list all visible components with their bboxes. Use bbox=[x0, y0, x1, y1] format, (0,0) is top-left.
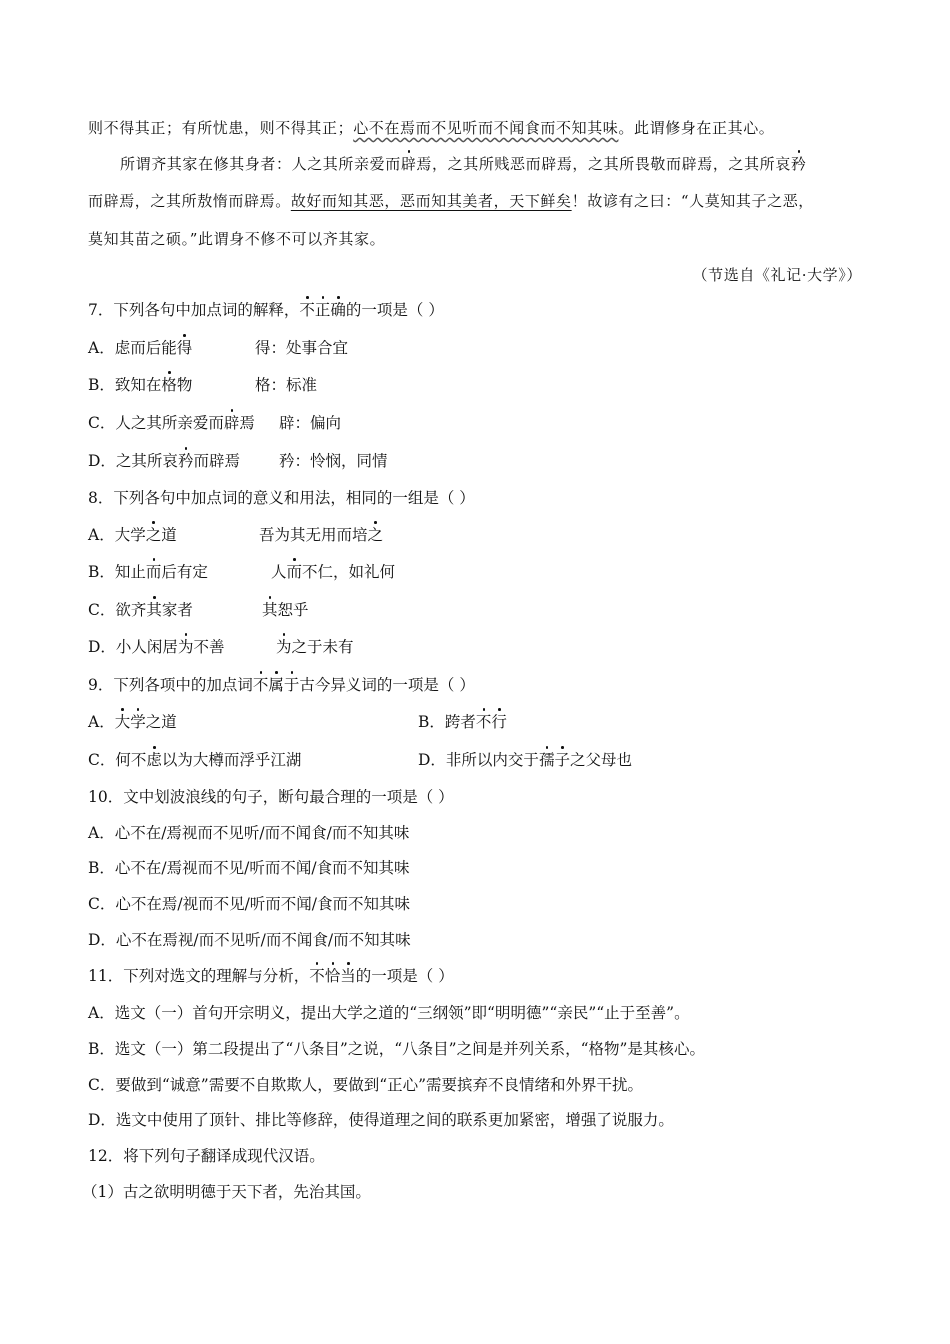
dotted-char: 大 bbox=[114, 713, 131, 731]
passage-source: （节选自《礼记·大学》） bbox=[692, 266, 862, 284]
q8-option-d-left: D．小人闲居为不善 bbox=[88, 638, 225, 656]
q9-option-b: B．跨者不行 bbox=[418, 713, 507, 731]
dotted-char: 不 bbox=[475, 713, 492, 731]
q9-option-c: C．何不虑以为大樽而浮乎江湖 bbox=[88, 751, 302, 769]
q9-stem: 9．下列各项中的加点词不属于古今异义词的一项是（ ） bbox=[88, 676, 475, 694]
dotted-char: 正 bbox=[314, 301, 331, 319]
q10-stem: 10．文中划波浪线的句子，断句最合理的一项是（ ） bbox=[88, 788, 454, 806]
q8-stem: 8．下列各句中加点词的意义和用法，相同的一组是（ ） bbox=[88, 489, 475, 507]
dotted-char: 其 bbox=[262, 601, 278, 619]
q10-option-d: D．心不在焉视/而不见听/而不闻食/而不知其味 bbox=[88, 931, 411, 949]
dotted-char: 不 bbox=[309, 967, 325, 985]
q7-option-b-explanation: 格：标准 bbox=[255, 376, 318, 394]
dotted-char: 为 bbox=[276, 638, 292, 656]
dotted-char: 当 bbox=[340, 967, 356, 985]
passage-line-4: 莫知其苗之硕。”此谓身不修不可以齐其家。 bbox=[88, 230, 386, 248]
dotted-char: 子 bbox=[554, 751, 570, 769]
q9-option-d: D．非所以内交于孺子之父母也 bbox=[418, 751, 632, 769]
dotted-char: 恰 bbox=[324, 967, 341, 985]
q8-option-c-right: 其恕乎 bbox=[262, 601, 309, 619]
q11-stem: 11．下列对选文的理解与分析，不恰当的一项是（ ） bbox=[88, 967, 454, 985]
dotted-char: 辟 bbox=[400, 155, 417, 173]
dotted-char: 属 bbox=[268, 676, 284, 694]
dotted-char: 不 bbox=[299, 301, 315, 319]
underlined-sentence: 故好而知其恶，恶而知其美者，天下鲜矣 bbox=[290, 192, 572, 210]
dotted-char: 得 bbox=[176, 339, 193, 357]
q12-subquestion-1: （1）古之欲明明德于天下者，先治其国。 bbox=[82, 1183, 371, 1201]
q10-option-a: A．心不在/焉视而不见听/而不闻食/而不知其味 bbox=[88, 824, 410, 842]
q11-option-c: C．要做到“诚意”需要不自欺欺人，要做到“正心”需要摈弃不良情绪和外界干扰。 bbox=[88, 1076, 644, 1094]
q11-option-d: D．选文中使用了顶针、排比等修辞，使得道理之间的联系更加紧密，增强了说服力。 bbox=[88, 1111, 674, 1129]
passage-line-2: 所谓齐其家在修其身者：人之其所亲爱而辟焉，之其所贱恶而辟焉，之其所畏敬而辟焉，之其所哀矜 bbox=[120, 155, 807, 173]
wavy-underlined-sentence: 心不在焉而不见听而不闻食而不知其味 bbox=[353, 119, 619, 137]
dotted-char: 虑 bbox=[146, 751, 162, 769]
q10-option-c: C．心不在焉/视而不见/听而不闻/食而不知其味 bbox=[88, 895, 411, 913]
dotted-char: 辟 bbox=[223, 414, 240, 432]
dotted-char: 确 bbox=[330, 301, 346, 319]
dotted-char: 于 bbox=[283, 676, 300, 694]
dotted-char: 而 bbox=[145, 563, 162, 581]
q9-option-a: A．大学之道 bbox=[88, 713, 177, 731]
q7-option-a-explanation: 得：处事合宜 bbox=[255, 339, 349, 357]
dotted-char: 不 bbox=[252, 676, 269, 694]
q7-option-b: B．致知在格物 bbox=[88, 376, 193, 394]
q7-option-c-explanation: 辟：偏向 bbox=[279, 414, 342, 432]
q8-option-d-right: 为之于未有 bbox=[276, 638, 354, 656]
dotted-char: 孺 bbox=[538, 751, 555, 769]
q8-option-c-left: C．欲齐其家者 bbox=[88, 601, 193, 619]
q7-option-d-explanation: 矜：怜悯，同情 bbox=[279, 452, 388, 470]
q8-option-a-right: 吾为其无用而培之 bbox=[259, 526, 384, 544]
q7-option-c: C．人之其所亲爱而辟焉 bbox=[88, 414, 255, 432]
dotted-char: 为 bbox=[177, 638, 194, 656]
q7-option-a: A．虑而后能得 bbox=[88, 339, 193, 357]
dotted-char: 而 bbox=[286, 563, 303, 581]
dotted-char: 之 bbox=[145, 526, 162, 544]
q8-option-a-left: A．大学之道 bbox=[88, 526, 177, 544]
dotted-char: 行 bbox=[491, 713, 507, 731]
q7-stem: 7．下列各句中加点词的解释，不正确的一项是（ ） bbox=[88, 301, 444, 319]
q11-option-a: A．选文（一）首句开宗明义，提出大学之道的“三纲领”即“明明德”“亲民”“止于至善”。 bbox=[88, 1004, 690, 1022]
dotted-char: 矜 bbox=[177, 452, 194, 470]
passage-line-3: 而辟焉，之其所敖惰而辟焉。故好而知其恶，恶而知其美者，天下鲜矣！故谚有之曰：“人莫知其子之恶， bbox=[88, 192, 814, 210]
q8-option-b-left: B．知止而后有定 bbox=[88, 563, 208, 581]
q7-option-d: D．之其所哀矜而辟焉 bbox=[88, 452, 240, 470]
q8-option-b-right: 人而不仁，如礼何 bbox=[271, 563, 396, 581]
dotted-char: 之 bbox=[367, 526, 384, 544]
dotted-char: 格 bbox=[161, 376, 177, 394]
dotted-char: 矜 bbox=[790, 155, 807, 173]
dotted-char: 其 bbox=[146, 601, 162, 619]
dotted-char: 学 bbox=[130, 713, 146, 731]
q12-stem: 12．将下列句子翻译成现代汉语。 bbox=[88, 1147, 325, 1165]
passage-line-1: 则不得其正；有所忧患，则不得其正；心不在焉而不见听而不闻食而不知其味。此谓修身在正其心。 bbox=[88, 119, 775, 137]
q10-option-b: B．心不在/焉视而不见/听而不闻/食而不知其味 bbox=[88, 859, 410, 877]
q11-option-b: B．选文（一）第二段提出了“八条目”之说，“八条目”之间是并列关系，“格物”是其核心。 bbox=[88, 1040, 705, 1058]
